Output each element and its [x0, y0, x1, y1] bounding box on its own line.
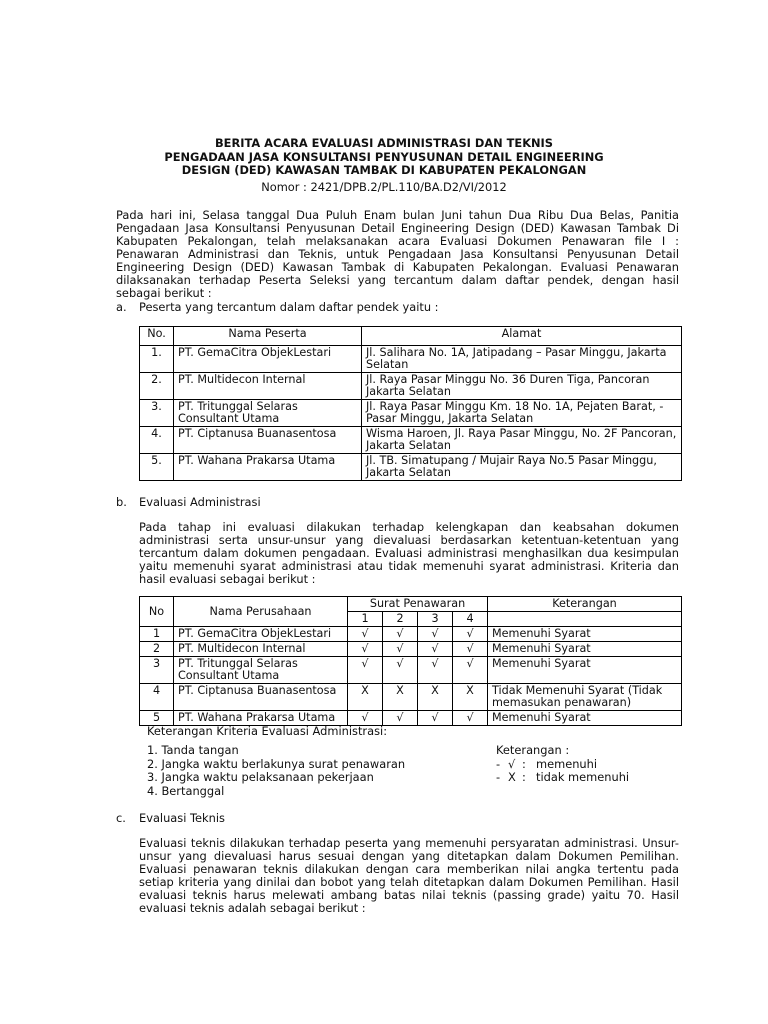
check-mark: √ — [383, 657, 418, 684]
check-mark: √ — [348, 642, 383, 657]
section-b-title: Evaluasi Administrasi — [139, 495, 261, 509]
row-no: 1 — [140, 627, 174, 642]
row-no: 4 — [140, 684, 174, 711]
check-mark: √ — [383, 642, 418, 657]
row-no: 4. — [140, 427, 174, 454]
admin-evaluation-table — [139, 596, 682, 726]
row-no: 2 — [140, 642, 174, 657]
col-header-no: No. — [140, 327, 174, 346]
legend-colon: : — [522, 770, 526, 784]
check-mark: √ — [348, 627, 383, 642]
title-line-1: BERITA ACARA EVALUASI ADMINISTRASI DAN TEKNIS — [215, 136, 553, 150]
document-header — [0, 137, 768, 194]
check-mark: √ — [348, 657, 383, 684]
col-header-address: Alamat — [362, 327, 682, 346]
section-b-label: b. — [116, 495, 127, 509]
section-c-label: c. — [116, 811, 126, 825]
table-row — [140, 346, 682, 373]
check-mark: √ — [453, 657, 488, 684]
row-name: PT. Ciptanusa Buanasentosa — [174, 427, 362, 454]
title-line-2: PENGADAAN JASA KONSULTANSI PENYUSUNAN DETAIL ENGINEERING — [164, 149, 604, 164]
col-header-name: Nama Peserta — [174, 327, 362, 346]
x-icon: X — [508, 770, 516, 784]
table-row — [140, 657, 682, 684]
row-address: Jl. TB. Simatupang / Mujair Raya No.5 Pasar Minggu, Jakarta Selatan — [362, 454, 682, 481]
section-a-heading — [116, 301, 439, 314]
criteria-title: Keterangan Kriteria Evaluasi Administrasi: — [147, 724, 388, 738]
col-header-criteria-3: 3 — [418, 612, 453, 627]
legend — [496, 744, 629, 785]
x-mark: X — [348, 684, 383, 711]
row-no: 3 — [140, 657, 174, 684]
section-a-label: a. — [116, 300, 127, 314]
legend-dash: - — [496, 756, 501, 771]
table-row — [140, 627, 682, 642]
row-company: PT. Wahana Prakarsa Utama — [174, 711, 348, 726]
row-name: PT. Multidecon Internal — [174, 373, 362, 400]
row-address: Wisma Haroen, Jl. Raya Pasar Minggu, No. 2F Pancoran, Jakarta Selatan — [362, 427, 682, 454]
section-c-heading — [116, 812, 225, 825]
table-row — [140, 373, 682, 400]
legend-text: memenuhi — [536, 756, 598, 771]
list-item: 2. Jangka waktu berlakunya surat penawaran — [147, 756, 406, 771]
check-mark: √ — [383, 627, 418, 642]
row-name: PT. Tritunggal Selaras Consultant Utama — [174, 400, 362, 427]
legend-item — [496, 771, 629, 785]
row-no: 5. — [140, 454, 174, 481]
table-row — [140, 427, 682, 454]
check-icon: √ — [508, 756, 516, 771]
document-number: Nomor : 2421/DPB.2/PL.110/BA.D2/VI/2012 — [261, 179, 507, 194]
participants-header-row — [140, 327, 682, 346]
legend-dash: - — [496, 770, 501, 784]
legend-colon: : — [522, 756, 526, 771]
row-address: Jl. Raya Pasar Minggu No. 36 Duren Tiga, Pancoran Jakarta Selatan — [362, 373, 682, 400]
admin-evaluation-paragraph: Pada tahap ini evaluasi dilakukan terhadap kelengkapan dan keabsahan dokumen administrasi serta unsur-unsur yang dievaluasi berdasarkan ketentuan-ketentuan yang tercantum dalam dokumen pengadaan. Evaluasi administrasi menghasilkan dua kesimpulan yaitu memenuhi syarat administrasi atau tidak memenuhi syarat administrasi. Kriteria dan hasil evaluasi sebagai berikut : — [139, 520, 679, 586]
table-row — [140, 400, 682, 427]
row-keterangan: Memenuhi Syarat — [488, 642, 682, 657]
legend-title: Keterangan : — [496, 743, 570, 757]
row-no: 1. — [140, 346, 174, 373]
check-mark: √ — [383, 711, 418, 726]
x-mark: X — [453, 684, 488, 711]
col-header-criteria-2: 2 — [383, 612, 418, 627]
col-header-no: No — [140, 597, 174, 627]
list-item: 4. Bertanggal — [147, 783, 225, 798]
admin-header-row — [140, 597, 682, 612]
participants-table — [139, 326, 682, 481]
table-row — [140, 642, 682, 657]
row-no: 2. — [140, 373, 174, 400]
row-name: PT. GemaCitra ObjekLestari — [174, 346, 362, 373]
row-address: Jl. Raya Pasar Minggu Km. 18 No. 1A, Pejaten Barat, - Pasar Minggu, Jakarta Selatan — [362, 400, 682, 427]
check-mark: √ — [348, 711, 383, 726]
row-keterangan: Memenuhi Syarat — [488, 711, 682, 726]
col-header-surat-penawaran: Surat Penawaran — [348, 597, 488, 612]
criteria-list — [147, 744, 405, 798]
col-header-company: Nama Perusahaan — [174, 597, 348, 627]
list-item: 1. Tanda tangan — [147, 743, 239, 757]
legend-text: tidak memenuhi — [536, 770, 630, 784]
col-header-keterangan: Keterangan — [488, 597, 682, 612]
row-company: PT. GemaCitra ObjekLestari — [174, 627, 348, 642]
list-item: 3. Jangka waktu pelaksanaan pekerjaan — [147, 770, 374, 784]
check-mark: √ — [453, 642, 488, 657]
row-no: 3. — [140, 400, 174, 427]
section-c-title: Evaluasi Teknis — [139, 811, 225, 825]
check-mark: √ — [418, 711, 453, 726]
col-header-keterangan-blank — [488, 612, 682, 627]
title-line-3: DESIGN (DED) KAWASAN TAMBAK DI KABUPATEN PEKALONGAN — [181, 163, 587, 177]
x-mark: X — [418, 684, 453, 711]
check-mark: √ — [418, 657, 453, 684]
technical-evaluation-paragraph: Evaluasi teknis dilakukan terhadap peserta yang memenuhi persyaratan administrasi. Unsur-unsur yang dievaluasi harus sesuai dengan yang ditetapkan dalam Dokumen Pemilihan. Evaluasi penawaran teknis dilakukan dengan cara memberikan nilai angka tertentu pada setiap kriteria yang dinilai dan bobot yang telah ditetapkan dalam Dokumen Pemilihan. Hasil evaluasi teknis harus melewati ambang batas nilai teknis (passing grade) yaitu 70. Hasil evaluasi teknis adalah sebagai berikut : — [139, 836, 679, 915]
row-no: 5 — [140, 711, 174, 726]
section-a-title: Peserta yang tercantum dalam daftar pendek yaitu : — [139, 300, 439, 314]
check-mark: √ — [453, 627, 488, 642]
row-company: PT. Multidecon Internal — [174, 642, 348, 657]
col-header-criteria-1: 1 — [348, 612, 383, 627]
row-name: PT. Wahana Prakarsa Utama — [174, 454, 362, 481]
legend-item — [496, 758, 629, 772]
section-b-heading — [116, 496, 261, 509]
row-address: Jl. Salihara No. 1A, Jatipadang – Pasar Minggu, Jakarta Selatan — [362, 346, 682, 373]
row-keterangan: Memenuhi Syarat — [488, 657, 682, 684]
check-mark: √ — [453, 711, 488, 726]
row-company: PT. Tritunggal Selaras Consultant Utama — [174, 657, 348, 684]
row-keterangan: Tidak Memenuhi Syarat (Tidak memasukan penawaran) — [488, 684, 682, 711]
intro-paragraph: Pada hari ini, Selasa tanggal Dua Puluh Enam bulan Juni tahun Dua Ribu Dua Belas, Panitia Pengadaan Jasa Konsultansi Penyusunan Detail Engineering Design (DED) Kawasan Tambak Di Kabupaten Pekalongan, telah melaksanakan acara Evaluasi Dokumen Penawaran file I : Penawaran Administrasi dan Teknis, untuk Pengadaan Jasa Konsultansi Penyusunan Detail Engineering Design (DED) Kawasan Tambak di Kabupaten Pekalongan. Evaluasi Penawaran dilaksanakan terhadap Peserta Seleksi yang tercantum dalam daftar pendek, dengan hasil sebagai berikut : — [116, 208, 679, 300]
x-mark: X — [383, 684, 418, 711]
row-keterangan: Memenuhi Syarat — [488, 627, 682, 642]
col-header-criteria-4: 4 — [453, 612, 488, 627]
check-mark: √ — [418, 627, 453, 642]
check-mark: √ — [418, 642, 453, 657]
table-row — [140, 454, 682, 481]
row-company: PT. Ciptanusa Buanasentosa — [174, 684, 348, 711]
table-row — [140, 684, 682, 711]
